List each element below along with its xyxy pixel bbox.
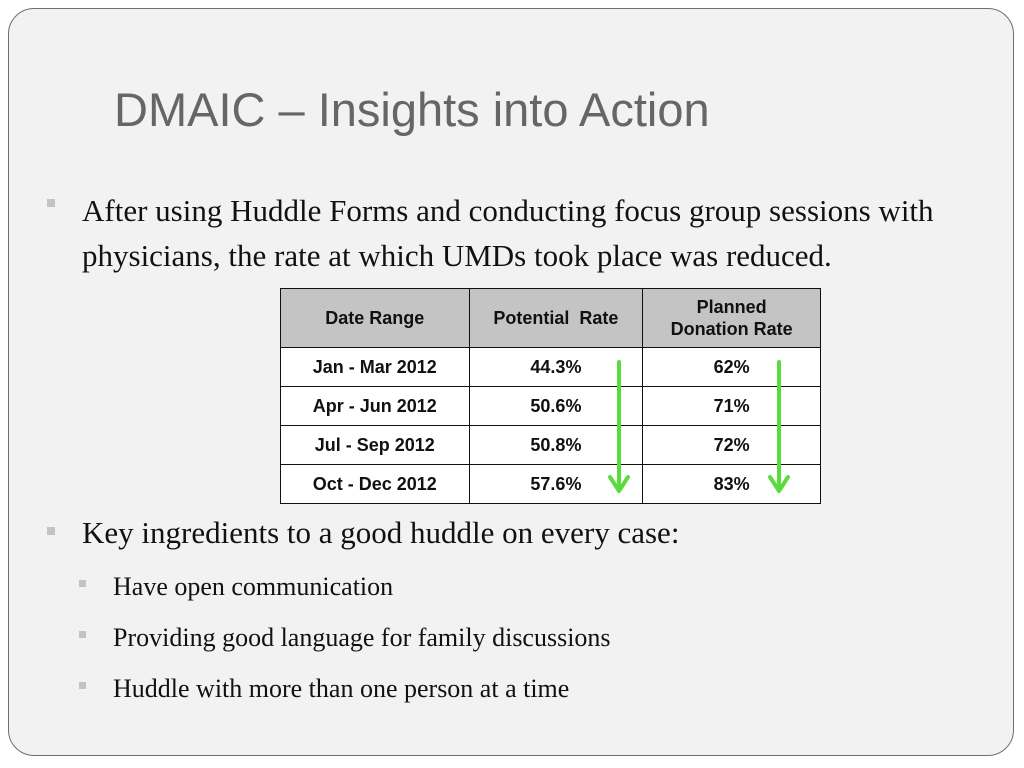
cell-date-range: Jan - Mar 2012 [281,348,470,387]
rates-table [280,288,821,504]
cell-date-range: Apr - Jun 2012 [281,387,470,426]
bullet-text: After using Huddle Forms and conducting focus group sessions with physicians, the rate at which UMDs took place was reduced. [82,193,934,273]
header-potential-rate: Potential Rate [469,289,643,348]
square-bullet-icon [79,580,86,587]
bullet-text: Key ingredients to a good huddle on every case: [82,515,680,550]
header-planned-donation-rate [643,289,821,348]
cell-date-range: Oct - Dec 2012 [281,465,470,504]
cell-potential-rate: 57.6% [469,465,643,504]
cell-potential-rate: 50.6% [469,387,643,426]
table-row [281,465,821,504]
sub-bullet-text: Providing good language for family discussions [113,623,611,652]
header-date-range: Date Range [281,289,470,348]
table-row [281,387,821,426]
cell-potential-rate: 44.3% [469,348,643,387]
table-row [281,348,821,387]
square-bullet-icon [47,527,55,535]
table-header-row [281,289,821,348]
table-row [281,426,821,465]
header-planned-line1: Planned [696,297,767,317]
cell-potential-rate: 50.8% [469,426,643,465]
cell-date-range: Jul - Sep 2012 [281,426,470,465]
cell-planned-rate: 83% [643,465,821,504]
square-bullet-icon [47,199,55,207]
sub-bullet-text: Have open communication [113,572,394,601]
square-bullet-icon [79,631,86,638]
cell-planned-rate: 71% [643,387,821,426]
square-bullet-icon [79,682,86,689]
header-planned-line2: Donation Rate [670,319,793,339]
slide-title: DMAIC – Insights into Action [114,83,710,136]
sub-bullet-text: Huddle with more than one person at a time [113,674,570,703]
cell-planned-rate: 62% [643,348,821,387]
cell-planned-rate: 72% [643,426,821,465]
